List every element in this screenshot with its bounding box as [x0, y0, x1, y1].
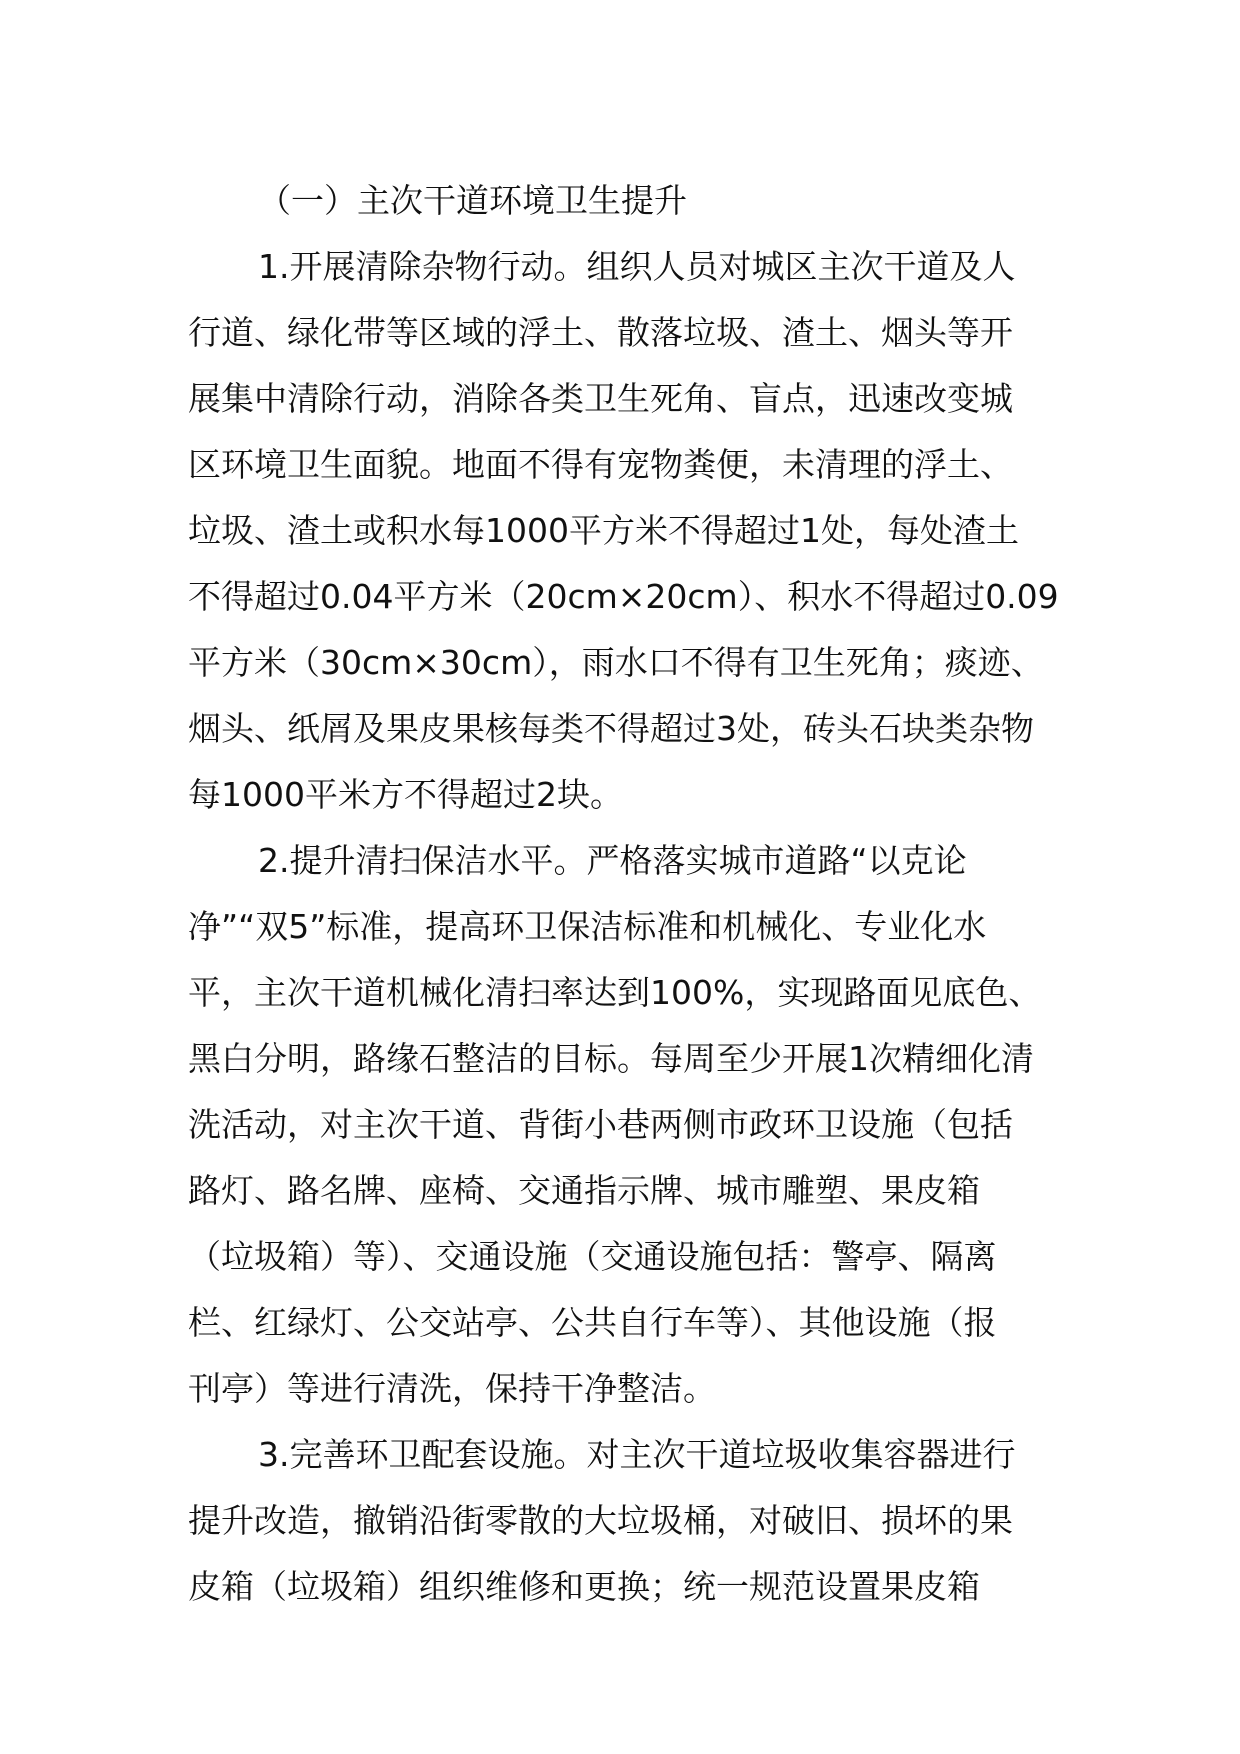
paragraph-2-line: 洗活动，对主次干道、背街小巷两侧市政环卫设施（包括: [188, 1105, 1013, 1144]
paragraph-2-line: 2.提升清扫保洁水平。严格落实城市道路“以克论: [258, 841, 967, 880]
paragraph-2-line: （垃圾箱）等）、交通设施（交通设施包括：警亭、隔离: [188, 1237, 997, 1276]
paragraph-1-line: 平方米（30cm×30cm），雨水口不得有卫生死角；痰迹、: [188, 643, 1044, 682]
paragraph-1-line: 展集中清除行动，消除各类卫生死角、盲点，迅速改变城: [188, 379, 1013, 418]
paragraph-2-line: 黑白分明，路缘石整洁的目标。每周至少开展1次精细化清: [188, 1039, 1034, 1078]
document-body: [188, 168, 1059, 1620]
paragraph-3-line: 提升改造，撤销沿街零散的大垃圾桶，对破旧、损坏的果: [188, 1501, 1013, 1540]
paragraph-2-line: 路灯、路名牌、座椅、交通指示牌、城市雕塑、果皮箱: [188, 1171, 980, 1210]
paragraph-1-line: 垃圾、渣土或积水每1000平方米不得超过1处，每处渣土: [188, 511, 1019, 550]
paragraph-1-line: 烟头、纸屑及果皮果核每类不得超过3处，砖头石块类杂物: [188, 709, 1034, 748]
paragraph-3-line: 3.完善环卫配套设施。对主次干道垃圾收集容器进行: [258, 1435, 1016, 1474]
paragraph-1-line: 不得超过0.04平方米（20cm×20cm）、积水不得超过0.09: [188, 577, 1059, 616]
paragraph-2-line: 栏、红绿灯、公交站亭、公共自行车等）、其他设施（报: [188, 1303, 997, 1342]
paragraph-1-line: 1.开展清除杂物行动。组织人员对城区主次干道及人: [258, 247, 1016, 286]
paragraph-3-line: 皮箱（垃圾箱）组织维修和更换；统一规范设置果皮箱: [188, 1567, 980, 1606]
paragraph-2-line: 刊亭）等进行清洗，保持干净整洁。: [188, 1369, 716, 1408]
paragraph-2-line: 净”“双5”标准，提高环卫保洁标准和机械化、专业化水: [188, 907, 987, 946]
paragraph-1-line: 区环境卫生面貌。地面不得有宠物粪便，未清理的浮土、: [188, 445, 1013, 484]
paragraph-2-line: 平，主次干道机械化清扫率达到100%，实现路面见底色、: [188, 973, 1042, 1012]
paragraph-1-line: 行道、绿化带等区域的浮土、散落垃圾、渣土、烟头等开: [188, 313, 1013, 352]
section-heading: （一）主次干道环境卫生提升: [258, 181, 687, 220]
paragraph-1-line: 每1000平米方不得超过2块。: [188, 775, 623, 814]
